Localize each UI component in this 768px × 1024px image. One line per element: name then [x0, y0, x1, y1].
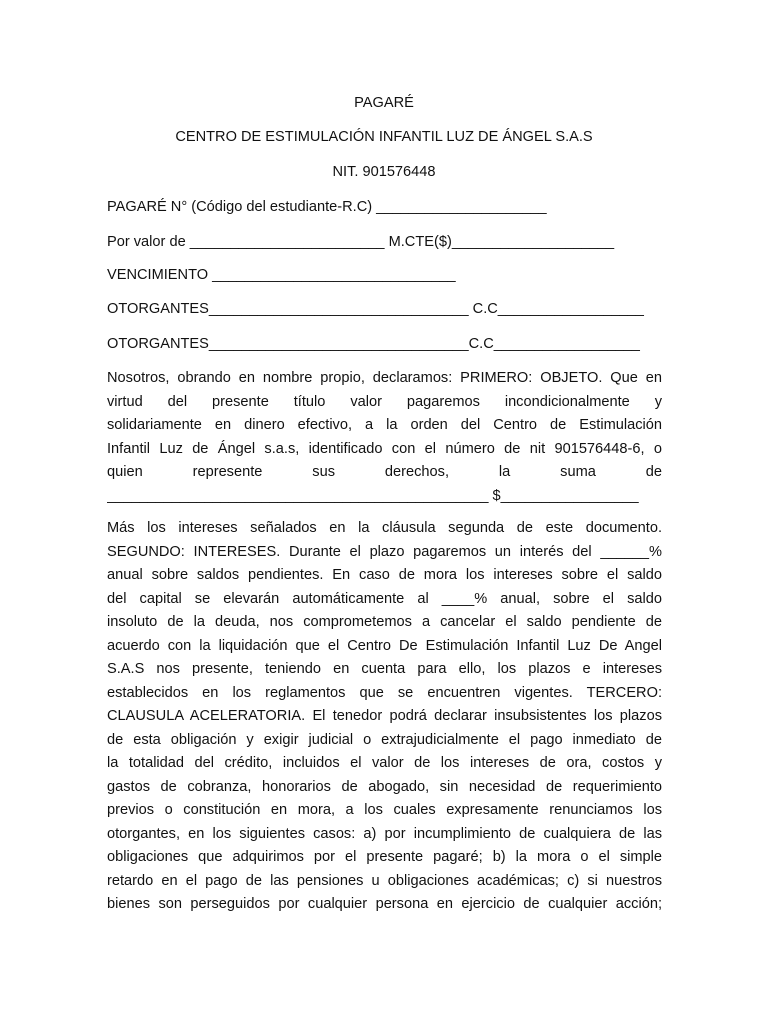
field-valor: Por valor de ________________________ M.CTE($)____________________ [107, 234, 615, 250]
paragraph-line: la totalidad del crédito, incluidos el valor de los intereses de ora, costos y [107, 755, 662, 771]
company-name: CENTRO DE ESTIMULACIÓN INFANTIL LUZ DE ÁNGEL S.A.S [175, 129, 593, 145]
paragraph-line: quien represente sus derechos, la suma de [107, 464, 662, 480]
paragraph-line: solidariamente en dinero efectivo, a la orden del Centro de Estimulación [107, 417, 662, 433]
paragraph-line: bienes son perseguidos por cualquier persona en ejercicio de cualquier acción; [107, 896, 662, 912]
paragraph-line: del capital se elevarán automáticamente al ____% anual, sobre el saldo [107, 590, 662, 607]
paragraph-line: establecidos en los reglamentos que se encuentren vigentes. TERCERO: [107, 684, 662, 701]
field-vencimiento: VENCIMIENTO ______________________________ [107, 267, 456, 283]
paragraph-line: obligaciones que adquirimos por el presente pagaré; b) la mora o el simple [107, 849, 662, 865]
paragraph-line: anual sobre saldos pendientes. En caso de mora los intereses sobre el saldo [107, 567, 662, 583]
field-otorgantes-1: OTORGANTES________________________________ C.C__________________ [107, 301, 644, 317]
paragraph-line: gastos de cobranza, honorarios de abogado, sin necesidad de requerimiento [107, 778, 662, 795]
field-pagare-number: PAGARÉ N° (Código del estudiante-R.C) _____________________ [107, 199, 547, 215]
paragraph-line: _______________________________________________ $_________________ [107, 487, 639, 504]
paragraph-line: insoluto de la deuda, nos comprometemos a cancelar el saldo pendiente de [107, 614, 662, 630]
paragraph-line: S.A.S nos presente, teniendo en cuenta para ello, los plazos e intereses [107, 661, 662, 677]
paragraph-line: Más los intereses señalados en la cláusula segunda de este documento. [107, 520, 662, 536]
paragraph-intereses [107, 517, 662, 917]
paragraph-line: Infantil Luz de Ángel s.a.s, identificado con el número de nit 901576448-6, o [107, 440, 662, 457]
paragraph-line: SEGUNDO: INTERESES. Durante el plazo pagaremos un interés del ______% [107, 543, 662, 560]
paragraph-line: retardo en el pago de las pensiones u obligaciones académicas; c) si nuestros [107, 872, 662, 889]
field-otorgantes-2: OTORGANTES________________________________C.C__________________ [107, 336, 640, 352]
paragraph-objeto [107, 367, 662, 508]
paragraph-line: otorgantes, en los siguientes casos: a) por incumplimiento de cualquiera de las [107, 825, 662, 842]
paragraph-line: previos o constitución en mora, a los cuales expresamente renunciamos los [107, 802, 662, 818]
document-title: PAGARÉ [354, 95, 414, 111]
company-nit: NIT. 901576448 [332, 164, 436, 180]
paragraph-line: acuerdo con la liquidación que el Centro De Estimulación Infantil Luz De Angel [107, 637, 662, 654]
paragraph-line: virtud del presente título valor pagaremos incondicionalmente y [107, 393, 662, 410]
paragraph-line: de esta obligación y exigir judicial o extrajudicialmente el pago inmediato de [107, 731, 662, 748]
paragraph-line: CLAUSULA ACELERATORIA. El tenedor podrá declarar insubsistentes los plazos [107, 708, 662, 724]
paragraph-line: Nosotros, obrando en nombre propio, declaramos: PRIMERO: OBJETO. Que en [107, 370, 662, 386]
